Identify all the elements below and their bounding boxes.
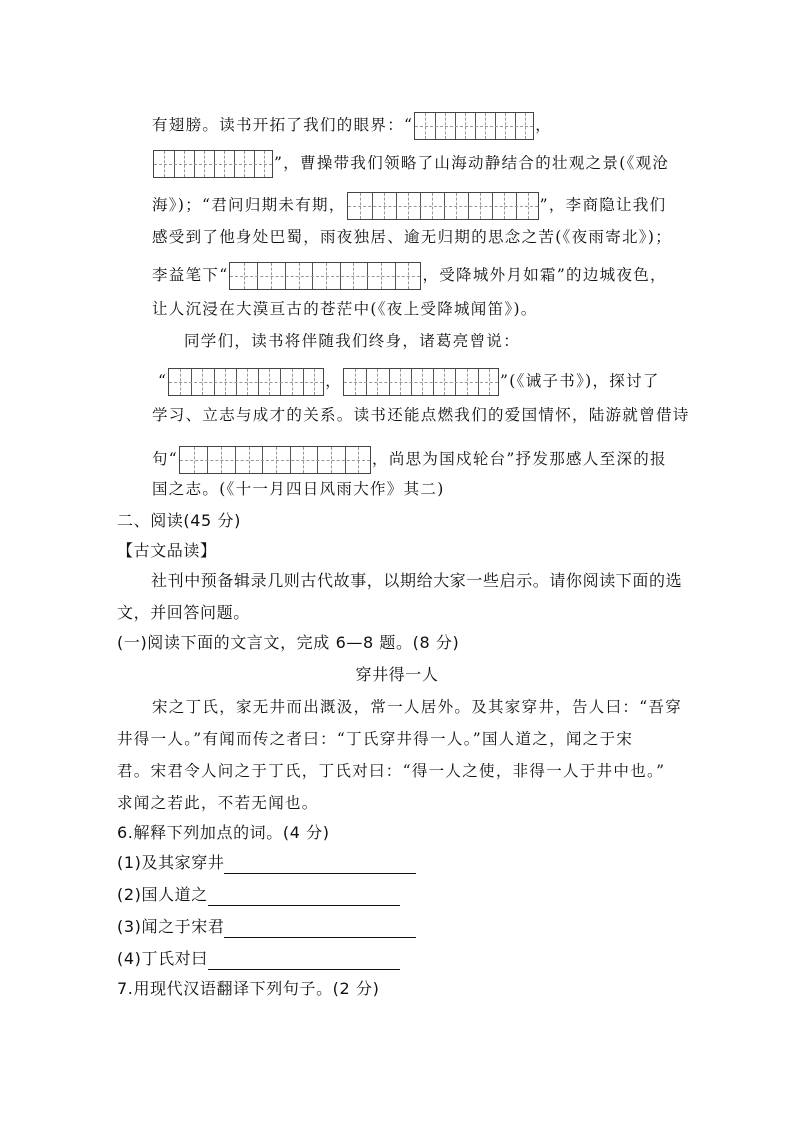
q6-item-2 — [117, 884, 400, 910]
text: 有翅膀。读书开拓了我们的眼界：“ — [152, 116, 414, 134]
text: ，尚思为国戍轮台”抒发那感人至深的报 — [372, 450, 667, 468]
text: ， — [325, 372, 343, 390]
text: 海》)；“君问归期未有期， — [152, 196, 346, 214]
passage-line-1: 宋之丁氏，家无井而出溉汲，常一人居外。及其家穿井，告人曰：“吾穿 — [152, 698, 683, 716]
passage-line-3: 君。宋君令人问之于丁氏，丁氏对曰：“得一人之使，非得一人于井中也。” — [117, 762, 666, 780]
section-tag: 【古文品读】 — [117, 541, 217, 560]
answer-grid[interactable] — [153, 150, 273, 178]
intro-line-1: 社刊中预备辑录几则古代故事，以期给大家一些启示。请你阅读下面的选 — [151, 571, 683, 590]
q6-item-label: (3)闻之于宋君 — [117, 917, 225, 936]
poem-line-8 — [158, 368, 660, 394]
answer-grid[interactable] — [347, 192, 539, 220]
poem-line-4 — [152, 226, 672, 252]
answer-line[interactable] — [208, 951, 400, 970]
question-7: 7.用现代汉语翻译下列句子。(2 分) — [117, 979, 380, 998]
poem-line-7 — [184, 330, 520, 356]
text: ，受降城外月如霜”的边城夜色， — [422, 266, 667, 284]
text: ”，曹操带我们领略了山海动静结合的壮观之景(《观沧 — [274, 154, 670, 172]
text: “ — [158, 372, 168, 390]
q6-item-3 — [117, 916, 416, 942]
answer-line[interactable] — [208, 887, 400, 906]
text: 李益笔下“ — [152, 266, 229, 284]
poem-line-2 — [152, 150, 669, 176]
passage-title: 穿井得一人 — [355, 665, 439, 684]
text: 句“ — [152, 450, 179, 468]
text: ”，李商隐让我们 — [539, 196, 667, 214]
q6-item-1 — [117, 852, 416, 878]
poem-line-3 — [152, 192, 666, 218]
passage-line-4: 求闻之若此，不若无闻也。 — [117, 794, 319, 812]
poem-line-6 — [152, 298, 538, 324]
q6-item-label: (4)丁氏对曰 — [117, 949, 208, 968]
text: 学习、立志与成才的关系。读书还能点燃我们的爱国情怀，陆游就曾借诗 — [152, 406, 690, 424]
poem-line-11 — [152, 478, 445, 504]
text: ， — [535, 116, 553, 134]
answer-grid[interactable] — [179, 446, 371, 474]
poem-line-10 — [152, 446, 667, 472]
answer-line[interactable] — [224, 919, 416, 938]
text: 感受到了他身处巴蜀，雨夜独居、逾无归期的思念之苦(《夜雨寄北》)； — [152, 228, 672, 246]
poem-line-9 — [152, 404, 690, 430]
intro-line-2: 文，并回答问题。 — [117, 603, 250, 622]
q6-item-label: (1)及其家穿井 — [117, 853, 225, 872]
q6-item-label: (2)国人道之 — [117, 885, 208, 904]
q6-item-4 — [117, 948, 400, 974]
text: 让人沉浸在大漠亘古的苍茫中(《夜上受降城闻笛》)。 — [152, 300, 538, 318]
answer-line[interactable] — [224, 855, 416, 874]
question-6: 6.解释下列加点的词。(4 分) — [117, 823, 330, 842]
answer-grid[interactable] — [343, 368, 499, 396]
section-heading: 二、阅读(45 分) — [117, 511, 241, 530]
passage-line-2: 井得一人。”有闻而传之者曰：“丁氏穿井得一人。”国人道之，闻之于宋 — [117, 730, 634, 748]
poem-line-5 — [152, 262, 667, 288]
text: ”(《诫子书》)，探讨了 — [500, 372, 660, 390]
answer-grid[interactable] — [414, 112, 534, 140]
answer-grid[interactable] — [229, 262, 421, 290]
text: 同学们，读书将伴随我们终身，诸葛亮曾说： — [184, 332, 521, 350]
question-intro: (一)阅读下面的文言文，完成 6—8 题。(8 分) — [117, 633, 460, 652]
text: 国之志。(《十一月四日风雨大作》其二) — [152, 480, 445, 498]
answer-grid[interactable] — [168, 368, 324, 396]
poem-line-1 — [152, 112, 552, 138]
